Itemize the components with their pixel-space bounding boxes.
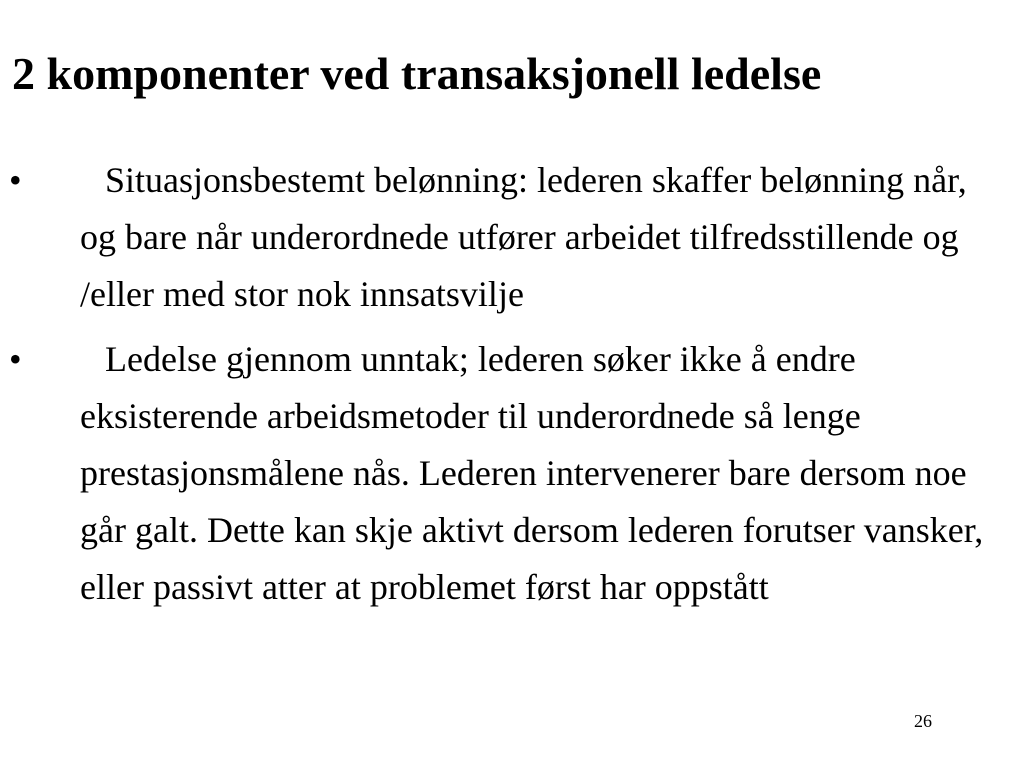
bullet-item — [0, 152, 1024, 323]
bullet-text: Situasjonsbestemt belønning: lederen skaffer belønning når, og bare når underordnede utfører arbeidet tilfredsstillende og /eller med stor nok innsatsvilje — [80, 160, 967, 314]
bullet-marker: • — [9, 160, 22, 200]
bullet-item — [0, 331, 1024, 616]
bullet-list — [0, 152, 1024, 616]
page-number: 26 — [914, 711, 932, 731]
bullet-marker: • — [9, 339, 22, 379]
bullet-text: Ledelse gjennom unntak; lederen søker ikke å endre eksisterende arbeidsmetoder til underordnede så lenge prestasjonsmålene nås. Lederen intervenerer bare dersom noe går galt. Dette kan skje aktivt dersom lederen forutser vansker, eller passivt atter at problemet først har oppstått — [80, 339, 984, 607]
slide-title: 2 komponenter ved transaksjonell ledelse — [12, 48, 822, 99]
